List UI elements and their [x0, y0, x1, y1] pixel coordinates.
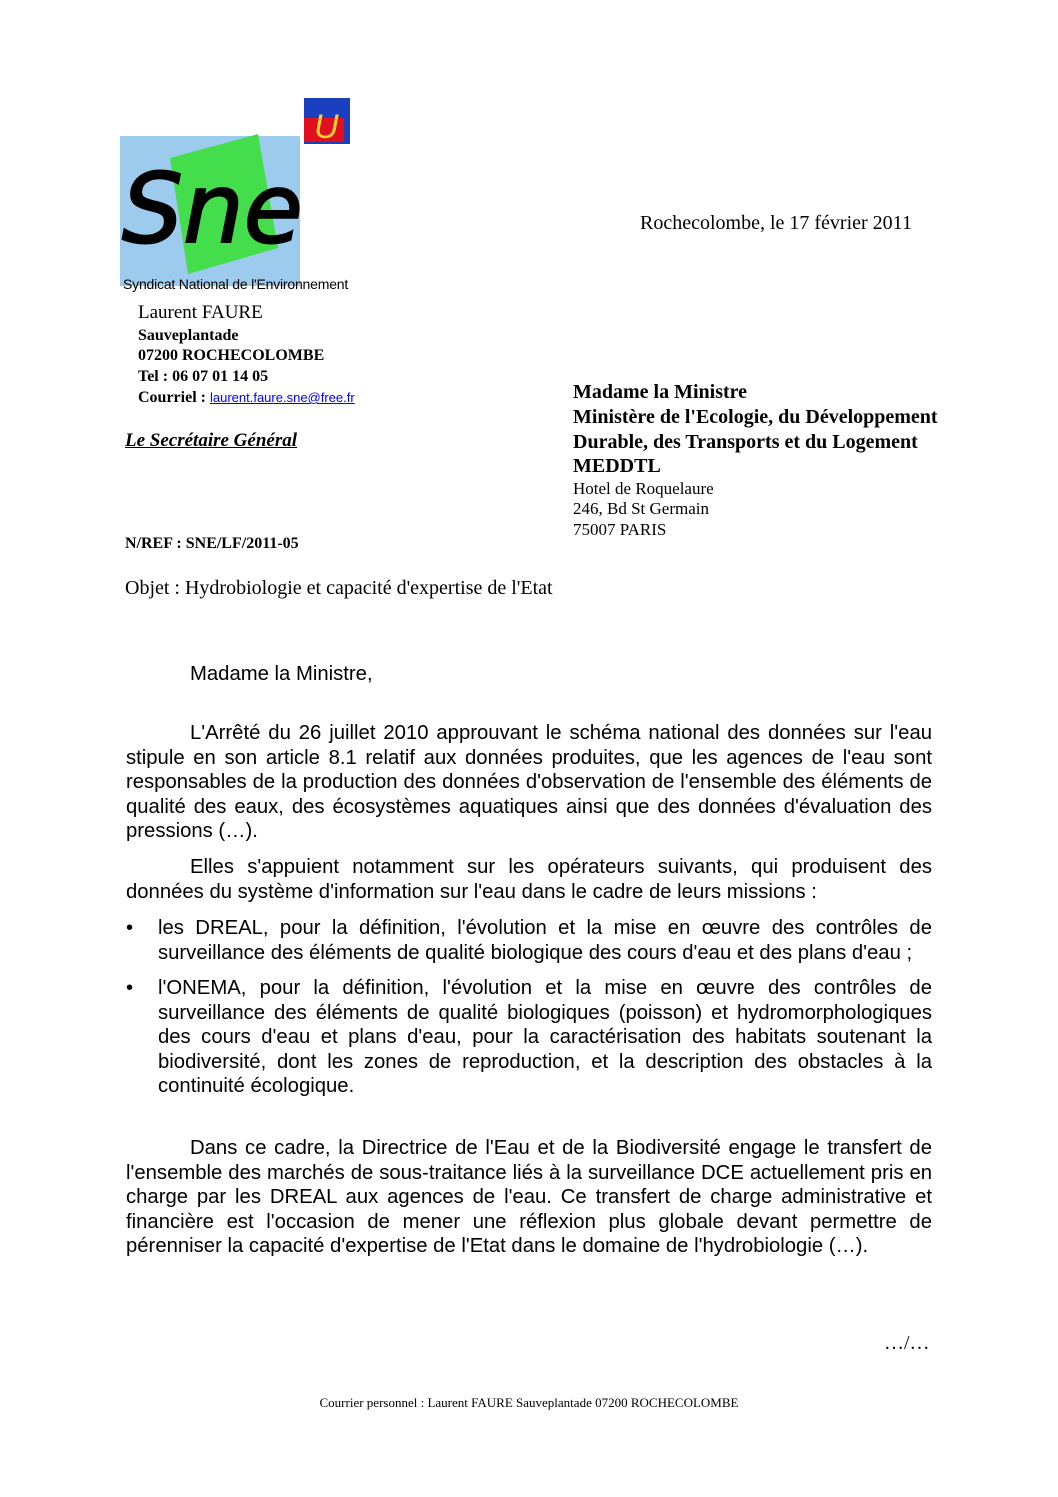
continuation-mark: …/… — [884, 1332, 930, 1354]
recipient-address-2: 246, Bd St Germain — [573, 499, 709, 518]
paragraph-3 — [126, 1136, 932, 1259]
sender-street: Sauveplantade — [138, 327, 239, 344]
reference: N/REF : SNE/LF/2011-05 — [125, 535, 299, 552]
sender-email-label: Courriel : — [138, 389, 210, 406]
logo-caption: Syndicat National de l'Environnement — [123, 276, 349, 292]
bullet-icon: • — [126, 977, 134, 999]
letter-date: Rochecolombe, le 17 février 2011 — [640, 212, 912, 234]
sender-email-link[interactable]: laurent.faure.sne@free.fr — [209, 390, 355, 405]
recipient-line-3: Durable, des Transports et du Logement — [573, 431, 918, 453]
sender-phone: Tel : 06 07 01 14 05 — [138, 368, 269, 385]
sender-title: Le Secrétaire Général — [125, 430, 298, 451]
recipient-line-1: Madame la Ministre — [573, 381, 748, 403]
recipient-line-2: Ministère de l'Ecologie, du Développement — [573, 406, 938, 428]
paragraph-3-text: Dans ce cadre, la Directrice de l'Eau et de la Biodiversité engage le transfert de l'ensemble des marchés de sous-traitance liés à la surveillance DCE actuellement pris en charge par les DREAL aux agences de l'eau. Ce transfert de charge administrative et financière est l'occasion de mener une réflexion plus globale devant permettre de pérenniser la capacité d'expertise de l'Etat dans le domaine de l'hydrobiologie (…). — [126, 1137, 932, 1257]
paragraph-2-text: Elles s'appuient notamment sur les opérateurs suivants, qui produisent des données du système d'information sur l'eau dans le cadre de leurs missions : — [126, 856, 932, 903]
sender-name: Laurent FAURE — [138, 302, 263, 323]
paragraph-1-text: L'Arrêté du 26 juillet 2010 approuvant le schéma national des données sur l'eau stipule en son article 8.1 relatif aux données produites, que les agences de l'eau sont responsables de la production des données d'observation de l'ensemble des éléments de qualité des eaux, des écosystèmes aquatiques ainsi que des données d'évaluation des pressions (…). — [126, 722, 932, 842]
list-item-text: l'ONEMA, pour la définition, l'évolution et la mise en œuvre des contrôles de surveillance des éléments de qualité biologiques (poisson) et hydromorphologiques des cours d'eau et plans d'eau, pour la caractérisation des habitats soutenant la biodiversité, dont les zones de reproduction, et la description des obstacles à la continuité écologique. — [158, 977, 932, 1097]
list-item — [126, 916, 932, 965]
paragraph-2 — [126, 855, 932, 904]
sender-email-line — [138, 389, 355, 407]
logo-wordmark: Sne — [122, 153, 303, 265]
subject-line: Objet : Hydrobiologie et capacité d'expertise de l'Etat — [125, 577, 553, 599]
salutation: Madame la Ministre, — [190, 663, 373, 685]
logo-badge-letter: U — [314, 108, 339, 146]
bullet-icon: • — [126, 917, 134, 939]
sender-city: 07200 ROCHECOLOMBE — [138, 347, 325, 364]
page-footer: Courrier personnel : Laurent FAURE Sauveplantade 07200 ROCHECOLOMBE — [319, 1395, 739, 1410]
list-item-text: les DREAL, pour la définition, l'évolution et la mise en œuvre des contrôles de surveillance des éléments de qualité biologique des cours d'eau et des plans d'eau ; — [158, 917, 932, 964]
bullet-list — [126, 916, 932, 1110]
recipient-address-1: Hotel de Roquelaure — [573, 479, 714, 498]
recipient-address-3: 75007 PARIS — [573, 520, 667, 539]
sne-logo — [118, 96, 358, 296]
recipient-line-4: MEDDTL — [573, 455, 661, 477]
list-item — [126, 976, 932, 1099]
paragraph-1 — [126, 721, 932, 844]
